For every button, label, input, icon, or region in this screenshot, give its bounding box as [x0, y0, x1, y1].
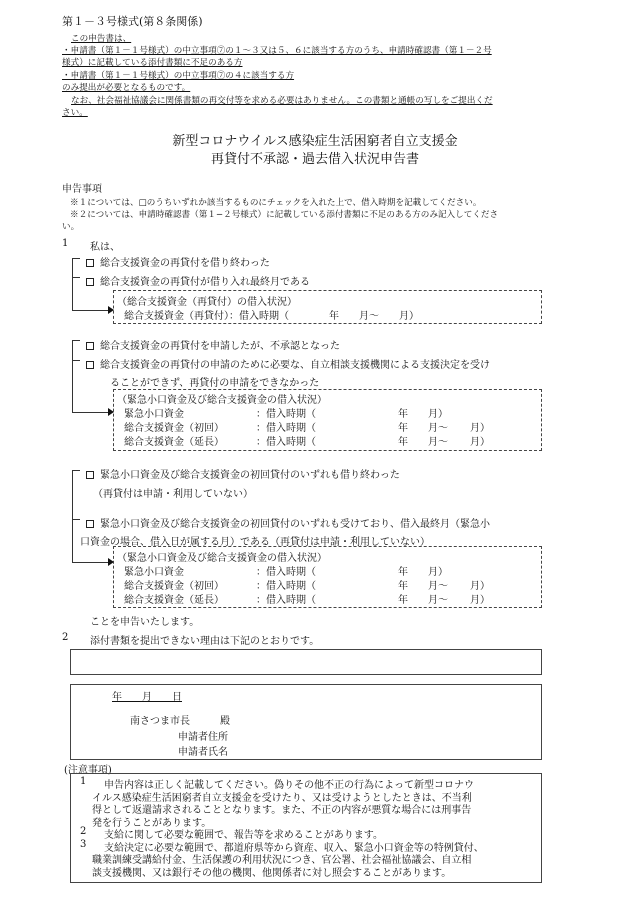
option-g3-2[interactable] — [86, 515, 490, 530]
caution-text: 談支援機関、又は銀行その他の機関、他関係者に対し照会することがあります。 — [92, 867, 452, 879]
note-line-1: この申告書は、 — [71, 34, 132, 44]
bracket-line — [72, 258, 80, 259]
section-label: 申告事項 — [62, 184, 102, 195]
remark-2: ※２については、申請時確認書（第１−２号様式）に記載している添付書類に不足のある方のみ記入してくださ — [70, 210, 499, 220]
box-heading: （総合支援資金（再貸付）の借入状況） — [117, 297, 297, 308]
loan-row-to: 月） — [470, 437, 490, 448]
caution-heading: (注意事項) — [64, 765, 112, 776]
option-g1-2[interactable] — [86, 273, 310, 288]
loan-row-mo: 月） — [428, 567, 448, 578]
bracket-line — [72, 519, 80, 520]
option-label: 緊急小口資金及び総合支援資金の初回貸付のいずれも受けており、借入最終月（緊急小 — [100, 519, 490, 530]
mayor-address: 南さつま市長 殿 — [130, 716, 230, 727]
checkbox-icon[interactable] — [86, 471, 94, 479]
note-line-5: のみ提出が必要となるものです。 — [62, 83, 191, 93]
option-g2-2[interactable] — [86, 356, 490, 371]
loan-row-mo: 月～ — [428, 423, 448, 434]
checkbox-icon[interactable] — [86, 278, 94, 286]
box-heading: （緊急小口資金及び総合支援資金の借入状況） — [117, 395, 327, 406]
loan-row-time: ：借入時期（ — [256, 423, 316, 434]
loan-row-time: ：借入時期（ — [256, 581, 316, 592]
option-label: 総合支援資金の再貸付を借り終わった — [100, 258, 270, 269]
bracket-line — [72, 360, 80, 361]
loan-row-yr: 年 — [398, 409, 408, 420]
loan-row-mo: 月） — [428, 409, 448, 420]
checkbox-icon[interactable] — [86, 259, 94, 267]
note-line-7: さい。 — [62, 108, 88, 118]
loan-row-name: 総合支援資金（延長） — [124, 437, 224, 448]
arrow-line — [72, 310, 108, 311]
caution-text: 申告内容は正しく記載してください。偽りその他不正の行為によって新型コロナウ — [104, 780, 474, 791]
reason-field[interactable] — [70, 649, 542, 675]
note-line-3: 様式）に記載している添付書類に不足のある方 — [62, 58, 243, 68]
checkbox-icon[interactable] — [86, 520, 94, 528]
date-label: 年 月 日 — [112, 692, 182, 703]
option-g2-1[interactable] — [86, 337, 340, 352]
caution-number: 3 — [80, 838, 87, 850]
item2-number: 2 — [62, 632, 69, 643]
caution-text: 支給に関して必要な範囲で、報告等を求めることがあります。 — [104, 830, 383, 841]
option-g3-1[interactable] — [86, 466, 400, 481]
loan-row-name: 総合支援資金（初回） — [124, 423, 224, 434]
option-label-cont: 口資金の場合、借入日が属する月）である（再貸付は申請・利用していない） — [80, 537, 430, 548]
bracket-line — [72, 340, 73, 412]
item2-label: 添付書類を提出できない理由は下記のとおりです。 — [90, 636, 320, 647]
applicant-address-label[interactable]: 申請者住所 — [178, 732, 228, 743]
form-number: 第１－３号様式(第８条関係) — [62, 15, 203, 28]
loan-row-yr: 年 — [398, 567, 408, 578]
bracket-line — [72, 470, 73, 562]
note-line-6: なお、社会福祉協議会に関係書類の再交付等を求める必要はありません。この書類と通帳の写しをご提出くだ — [71, 96, 493, 106]
loan-row-to: 月） — [470, 423, 490, 434]
caution-number: 1 — [80, 776, 87, 787]
note-line-4: ・申請書（第１－１号様式）の中立事項⑦の４に該当する方 — [62, 71, 295, 81]
option-sub: （再貸付は申請・利用していない） — [93, 489, 253, 500]
loan-row-name: 緊急小口資金 — [124, 409, 184, 420]
option-label: 総合支援資金の再貸付の申請のために必要な、自立相談支援機関による支援決定を受け — [100, 360, 490, 371]
declaration: ことを申告いたします。 — [90, 617, 200, 628]
checkbox-icon[interactable] — [86, 361, 94, 369]
date-field[interactable] — [88, 688, 186, 703]
caution-text: 得として返還請求されることとなります。また、不正の内容が悪質な場合には刑事告 — [92, 805, 472, 816]
loan-row-yr: 年 — [398, 581, 408, 592]
caution-text: 発を行うことがあります。 — [92, 817, 212, 829]
loan-row-name: 総合支援資金（初回） — [124, 581, 224, 592]
option-label-cont: ることができず、再貸付の申請をできなかった — [110, 378, 320, 389]
item1-label: 私は、 — [90, 242, 120, 253]
loan-row-yr: 年 — [398, 437, 408, 448]
checkbox-icon[interactable] — [86, 342, 94, 350]
bracket-line — [72, 470, 80, 471]
loan-row-time: ：借入時期（ — [256, 437, 316, 448]
loan-row-time: ：借入時期（ — [256, 595, 316, 606]
item1-number: 1 — [62, 238, 69, 249]
option-label: 緊急小口資金及び総合支援資金の初回貸付のいずれも借り終わった — [100, 470, 400, 481]
option-g1-1[interactable] — [86, 254, 270, 269]
remark-1: ※１については、□のうちいずれか該当するものにチェックを入れた上で、借入時期を記載してください。 — [70, 198, 482, 208]
bracket-line — [72, 258, 73, 310]
caution-number: 2 — [80, 826, 87, 837]
loan-row-mo: 月～ — [428, 437, 448, 448]
bracket-line — [72, 340, 80, 341]
caution-text: 職業訓練受講給付金、生活保護の利用状況につき、官公署、社会福祉協議会、自立相 — [92, 855, 472, 866]
loan-row-mo: 月～ — [428, 581, 448, 592]
loan-row-to: 月） — [470, 595, 490, 606]
page-subtitle: 再貸付不承認・過去借入状況申告書 — [210, 152, 419, 167]
loan-period-row: 総合支援資金（再貸付）：借入時期（ 年 月～ 月） — [124, 311, 419, 322]
loan-row-name: 緊急小口資金 — [124, 567, 184, 578]
loan-row-yr: 年 — [398, 423, 408, 434]
box-heading: （緊急小口資金及び総合支援資金の借入状況） — [117, 553, 327, 564]
option-label: 総合支援資金の再貸付が借り入れ最終月である — [100, 277, 310, 288]
loan-row-time: ：借入時期（ — [256, 567, 316, 578]
arrow-line — [72, 562, 108, 563]
loan-row-mo: 月～ — [428, 595, 448, 606]
option-label: 総合支援資金の再貸付を申請したが、不承認となった — [100, 341, 340, 352]
caution-text: 支給決定に必要な範囲で、都道府県等から資産、収入、緊急小口資金等の特例貸付、 — [104, 842, 484, 854]
note-line-2: ・申請書（第１－１号様式）の中立事項⑦の１～３又は５、６に該当する方のうち、申請時確認書（第１－２号 — [62, 46, 492, 56]
loan-row-yr: 年 — [398, 595, 408, 606]
bracket-line — [72, 277, 80, 278]
remark-2-cont: い。 — [62, 222, 80, 232]
loan-row-to: 月） — [470, 581, 490, 592]
caution-text: イルス感染症生活困窮者自立支援金を受けたり、又は受けようとしたときは、不当利 — [92, 792, 472, 804]
arrow-line — [72, 412, 108, 413]
loan-row-name: 総合支援資金（延長） — [124, 595, 224, 606]
page-title: 新型コロナウイルス感染症生活困窮者自立支援金 — [172, 134, 458, 149]
loan-row-time: ：借入時期（ — [256, 409, 316, 420]
applicant-name-label[interactable]: 申請者氏名 — [178, 747, 228, 758]
